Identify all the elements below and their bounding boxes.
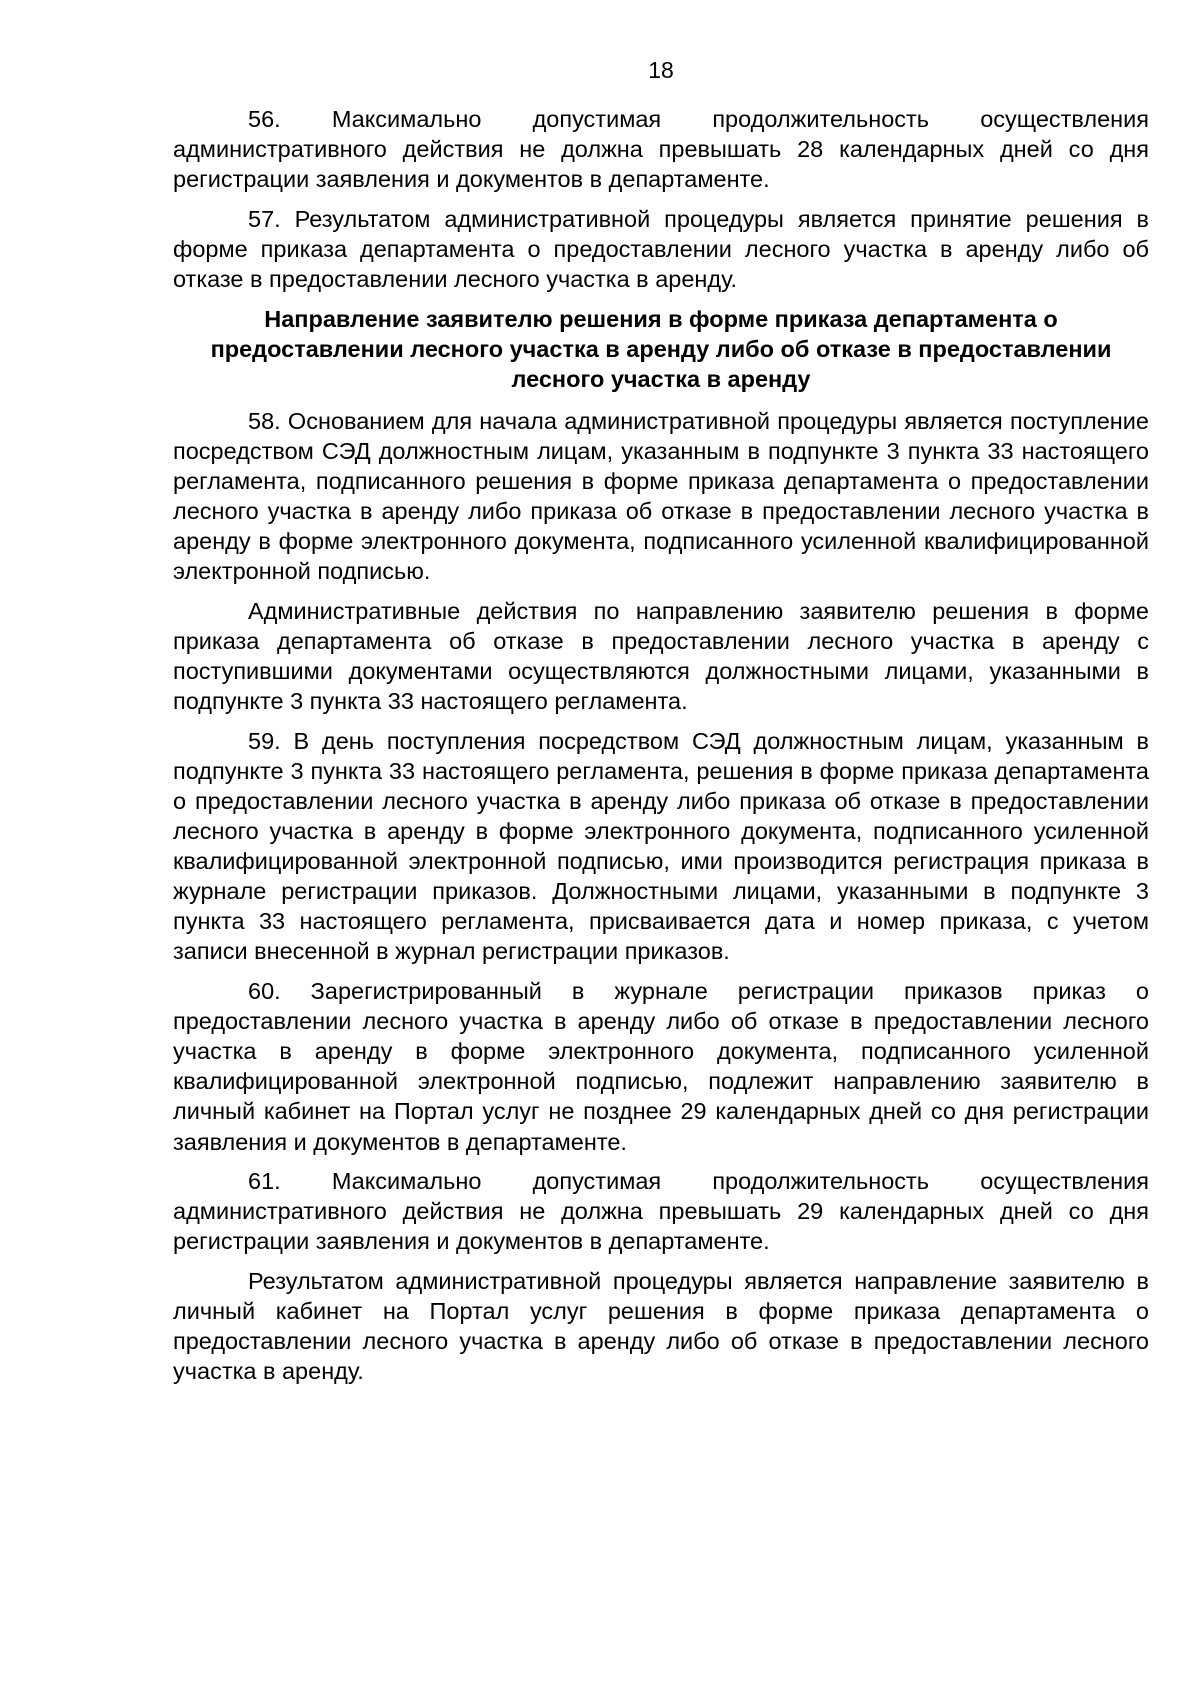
paragraph-60: 60. Зарегистрированный в журнале регистрации приказов приказ о предоставлении лесного участка в аренду либо об отказе в предоставлении лесного участка в аренду в форме электронного документа, подписанного усиленной квалифицированной электронной подписью, подлежит направлению заявителю в личный кабинет на Портал услуг не позднее 29 календарных дней со дня регистрации заявления и документов в департаменте. <box>173 978 1149 1155</box>
paragraph-58: 58. Основанием для начала административной процедуры является поступление посредством СЭД должностным лицам, указанным в подпункте 3 пункта 33 настоящего регламента, подписанного решения в форме приказа департамента о предоставлении лесного участка в аренду либо приказа об отказе в предоставлении лесного участка в аренду в форме электронного документа, подписанного усиленной квалифицированной электронной подписью. <box>173 407 1149 585</box>
document-page <box>173 56 1149 1396</box>
page-number: 18 <box>648 57 674 83</box>
paragraph-56: 56. Максимально допустимая продолжительность осуществления административного действия не должна превышать 28 календарных дней со дня регистрации заявления и документов в департаменте. <box>173 106 1149 193</box>
paragraph-61: 61. Максимально допустимая продолжительность осуществления административного действия не должна превышать 29 календарных дней со дня регистрации заявления и документов в департаменте. <box>173 1168 1149 1255</box>
paragraph-57: 57. Результатом административной процедуры является принятие решения в форме приказа департамента о предоставлении лесного участка в аренду либо об отказе в предоставлении лесного участка в аренду. <box>173 205 1149 292</box>
section-heading: Направление заявителю решения в форме приказа департамента о предоставлении лесного участка в аренду либо об отказе в предоставлении лесного участка в аренду <box>210 305 1112 392</box>
paragraph-58-continued: Административные действия по направлению заявителю решения в форме приказа департамента об отказе в предоставлении лесного участка в аренду с поступившими документами осуществляются должностными лицами, указанными в подпункте 3 пункта 33 настоящего регламента. <box>173 597 1149 715</box>
paragraph-61-result: Результатом административной процедуры является направление заявителю в личный кабинет на Портал услуг решения в форме приказа департамента о предоставлении лесного участка в аренду либо об отказе в предоставлении лесного участка в аренду. <box>173 1267 1149 1385</box>
paragraph-59: 59. В день поступления посредством СЭД должностным лицам, указанным в подпункте 3 пункта 33 настоящего регламента, решения в форме приказа департамента о предоставлении лесного участка в аренду либо приказа об отказе в предоставлении лесного участка в аренду в форме электронного документа, подписанного усиленной квалифицированной электронной подписью, ими производится регистрация приказа в журнале регистрации приказов. Должностными лицами, указанными в подпункте 3 пункта 33 настоящего регламента, присваивается дата и номер приказа, с учетом записи внесенной в журнал регистрации приказов. <box>173 727 1149 965</box>
